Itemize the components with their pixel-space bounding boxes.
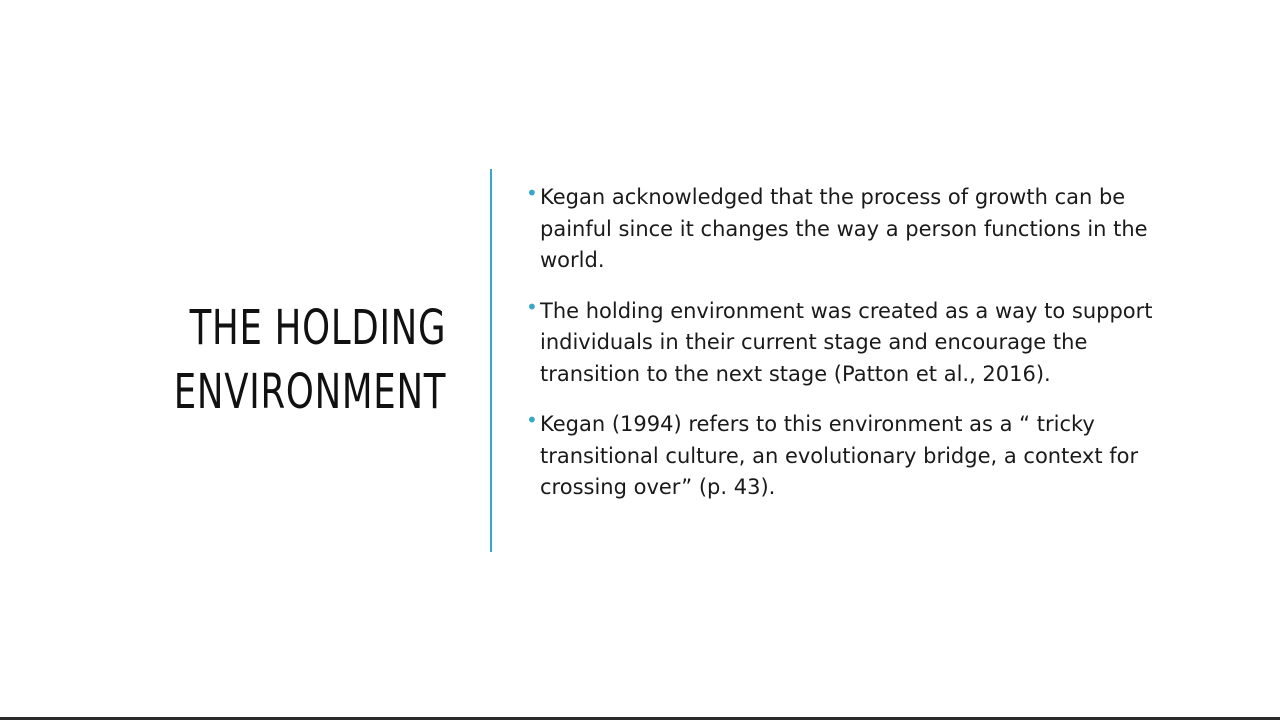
- bullet-dot-icon: •: [526, 181, 538, 205]
- slide-title-line-2: ENVIRONMENT: [173, 364, 446, 420]
- slide-title: [174, 296, 446, 424]
- bullet-text-2: The holding environment was created as a way to support individuals in their current stage and encourage the transition to the next stage (Patton et al., 2016).: [540, 298, 1153, 386]
- bullet-text-3: Kegan (1994) refers to this environment as a “ tricky transitional culture, an evolutionary bridge, a context for crossing over” (p. 43).: [540, 412, 1139, 499]
- slide-title-line-1: THE HOLDING: [189, 300, 446, 356]
- bullet-item-1: [526, 182, 1176, 277]
- bullet-list: [526, 182, 1176, 523]
- bullet-item-3: [526, 409, 1176, 504]
- bullet-text-1: Kegan acknowledged that the process of growth can be painful since it changes the way a person functions in the world.: [540, 185, 1148, 272]
- bullet-item-2: [526, 296, 1176, 391]
- bullet-dot-icon: •: [526, 408, 538, 432]
- vertical-divider: [490, 169, 492, 552]
- bullet-dot-icon: •: [526, 294, 538, 319]
